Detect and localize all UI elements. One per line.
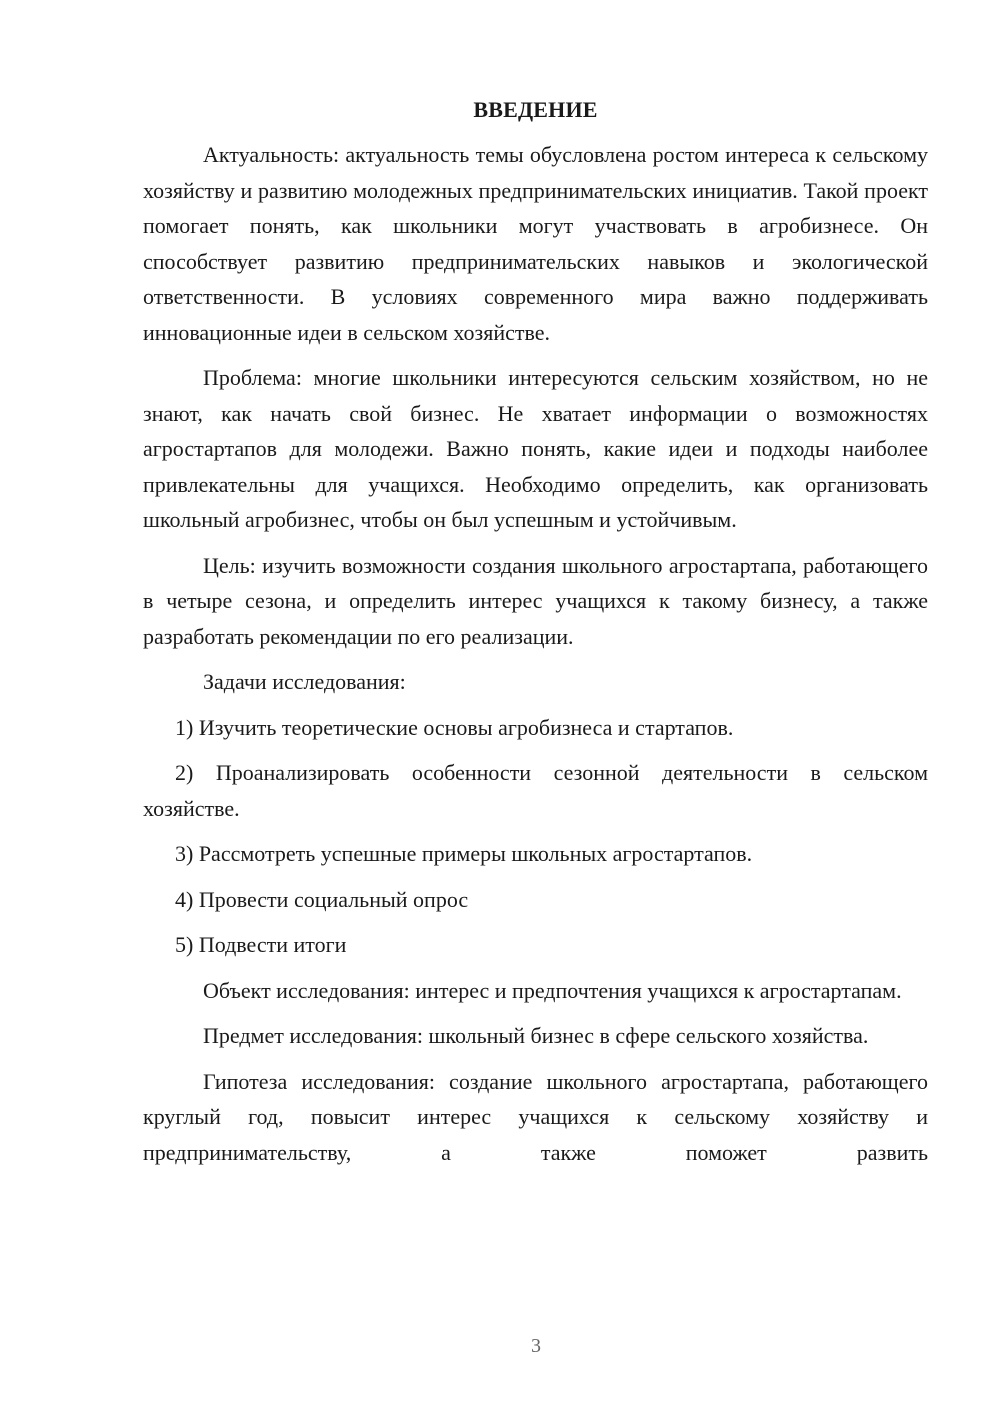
paragraph-relevance: Актуальность: актуальность темы обусловлена ростом интереса к сельскому хозяйству и развитию молодежных предпринимательских инициатив. Такой проект помогает понять, как школьники могут участвовать в агробизнесе. Он способствует развитию предпринимательских навыков и экологической ответственности. В условиях современного мира важно поддерживать инновационные идеи в сельском хозяйстве. bbox=[143, 142, 928, 345]
task-item: 2) Проанализировать особенности сезонной деятельности в сельском хозяйстве. bbox=[143, 760, 928, 821]
task-item: 1) Изучить теоретические основы агробизнеса и стартапов. bbox=[175, 714, 734, 740]
task-item: 5) Подвести итоги bbox=[175, 932, 347, 957]
paragraph-hypothesis: Гипотеза исследования: создание школьного агростартапа, работающего круглый год, повысит интерес учащихся к сельскому хозяйству и предпринимательству, а также поможет развить bbox=[143, 1068, 928, 1165]
task-item: 3) Рассмотреть успешные примеры школьных агростартапов. bbox=[175, 841, 753, 866]
task-item: 4) Провести социальный опрос bbox=[175, 886, 469, 912]
tasks-heading: Задачи исследования: bbox=[203, 669, 406, 694]
page-number: 3 bbox=[531, 1335, 541, 1357]
section-title: ВВЕДЕНИЕ bbox=[473, 97, 598, 122]
paragraph-problem: Проблема: многие школьники интересуются сельским хозяйством, но не знают, как начать свой бизнес. Не хватает информации о возможностях агростартапов для молодежи. Важно понять, какие идеи и подходы наиболее привлекательны для учащихся. Необходимо определить, как организовать школьный агробизнес, чтобы он был успешным и устойчивым. bbox=[143, 365, 928, 532]
paragraph-object: Объект исследования: интерес и предпочтения учащихся к агростартапам. bbox=[203, 977, 902, 1003]
paragraph-subject: Предмет исследования: школьный бизнес в сфере сельского хозяйства. bbox=[203, 1023, 869, 1048]
paragraph-goal: Цель: изучить возможности создания школьного агростартапа, работающего в четыре сезона, и определить интерес учащихся к такому бизнесу, а также разработать рекомендации по его реализации. bbox=[143, 552, 928, 649]
page-content bbox=[143, 92, 928, 1180]
